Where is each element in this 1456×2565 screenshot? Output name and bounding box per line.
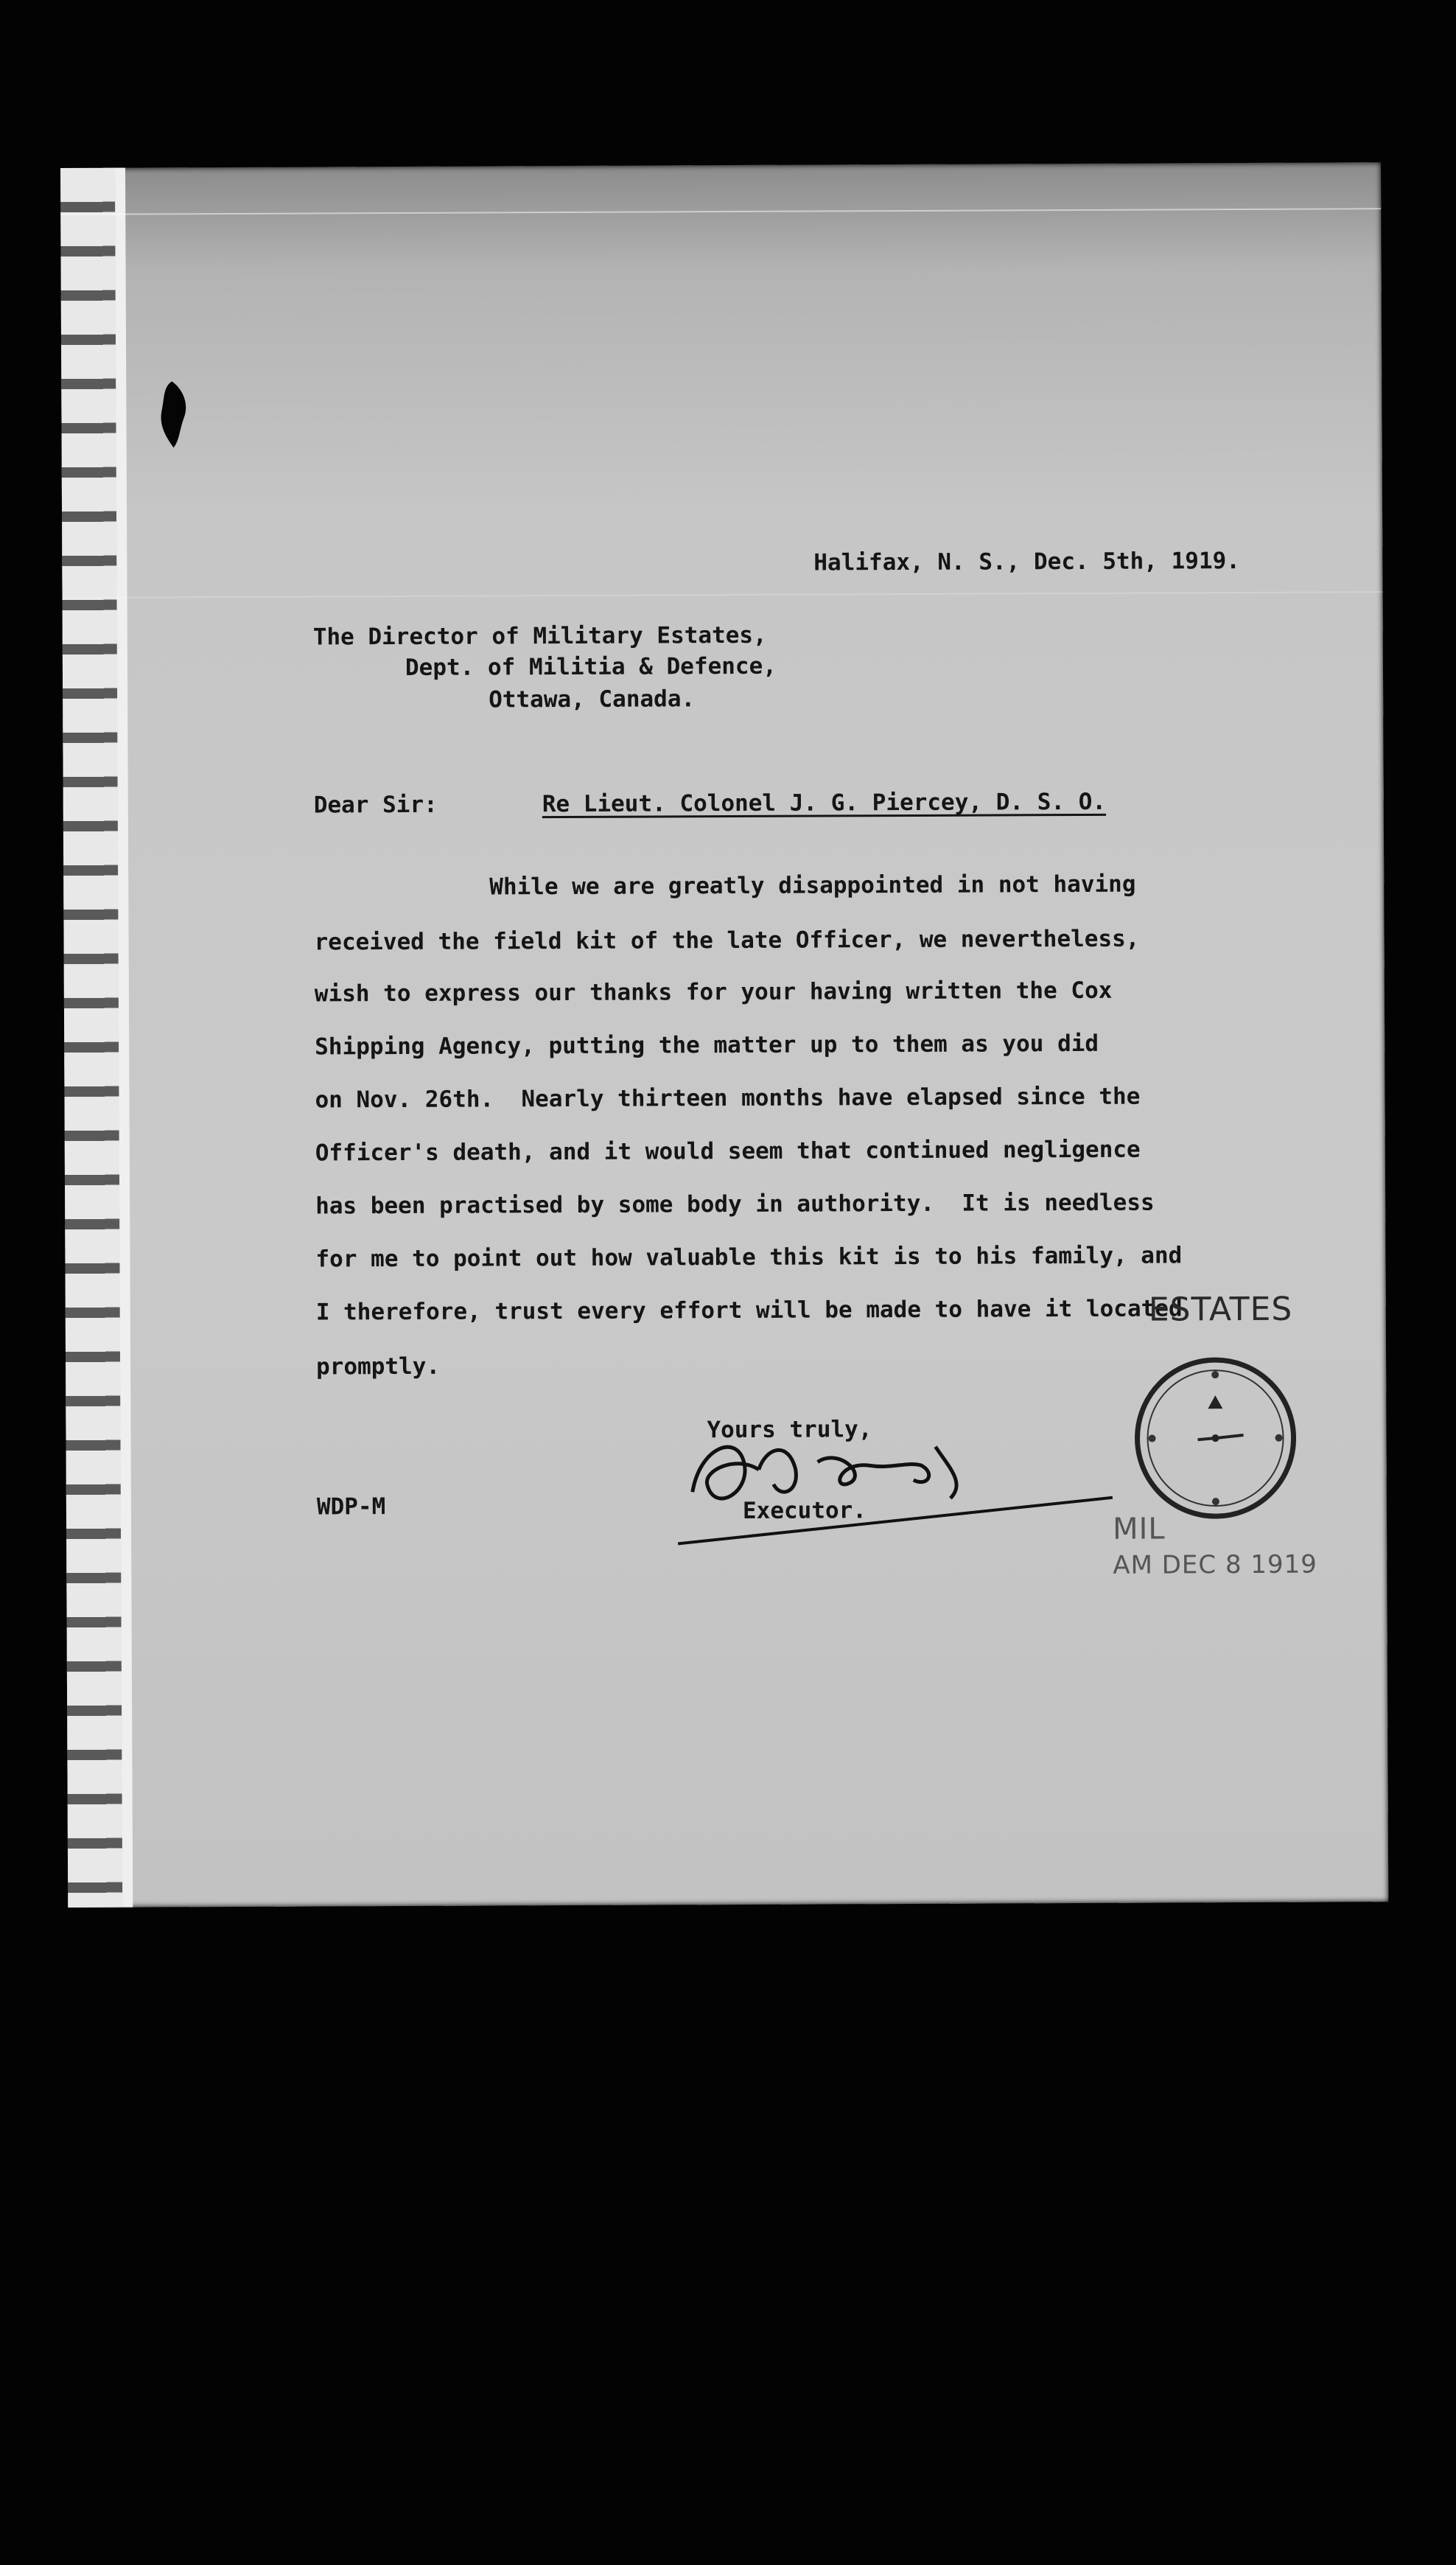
- body-line: wish to express our thanks for your having written the Cox: [314, 977, 1113, 1008]
- subject-line: Re Lieut. Colonel J. G. Piercey, D. S. O.: [542, 788, 1107, 818]
- recipient-line-1: The Director of Military Estates,: [312, 621, 767, 651]
- letter-date: Halifax, N. S., Dec. 5th, 1919.: [813, 548, 1240, 576]
- stamp-line-1: MIL: [1112, 1512, 1166, 1546]
- recipient-line-2: Dept. of Militia & Defence,: [405, 652, 777, 681]
- signature-icon: [670, 1402, 1127, 1552]
- signer-title: Executor.: [742, 1497, 867, 1524]
- body-line: Shipping Agency, putting the matter up to them as you did: [315, 1030, 1099, 1061]
- fold-line: [63, 591, 1383, 598]
- stamp-department: ESTATES: [1148, 1290, 1293, 1329]
- salutation: Dear Sir:: [313, 791, 438, 819]
- closing: Yours truly,: [707, 1416, 872, 1444]
- body-line: While we are greatly disappointed in not having: [489, 870, 1136, 901]
- letter-page: [60, 162, 1388, 1908]
- binding-strip: [60, 168, 122, 1908]
- body-line: I therefore, trust every effort will be made to have it located: [315, 1295, 1183, 1326]
- body-line: Officer's death, and it would seem that continued negligence: [315, 1136, 1141, 1167]
- reference-initials: WDP-M: [316, 1493, 386, 1521]
- fold-line: [60, 208, 1381, 215]
- body-line: for me to point out how valuable this kit is to his family, and: [315, 1242, 1183, 1273]
- body-line: received the field kit of the late Officer, we nevertheless,: [314, 925, 1140, 956]
- punch-hole-icon: [157, 381, 189, 447]
- stamp-line-2: AM DEC 8 1919: [1113, 1549, 1317, 1580]
- recipient-line-3: Ottawa, Canada.: [489, 685, 696, 713]
- body-line: promptly.: [316, 1353, 441, 1381]
- body-line: on Nov. 26th. Nearly thirteen months have elapsed since the: [315, 1083, 1141, 1114]
- clock-stamp-icon: [1127, 1350, 1304, 1527]
- body-line: has been practised by some body in authority. It is needless: [315, 1189, 1155, 1220]
